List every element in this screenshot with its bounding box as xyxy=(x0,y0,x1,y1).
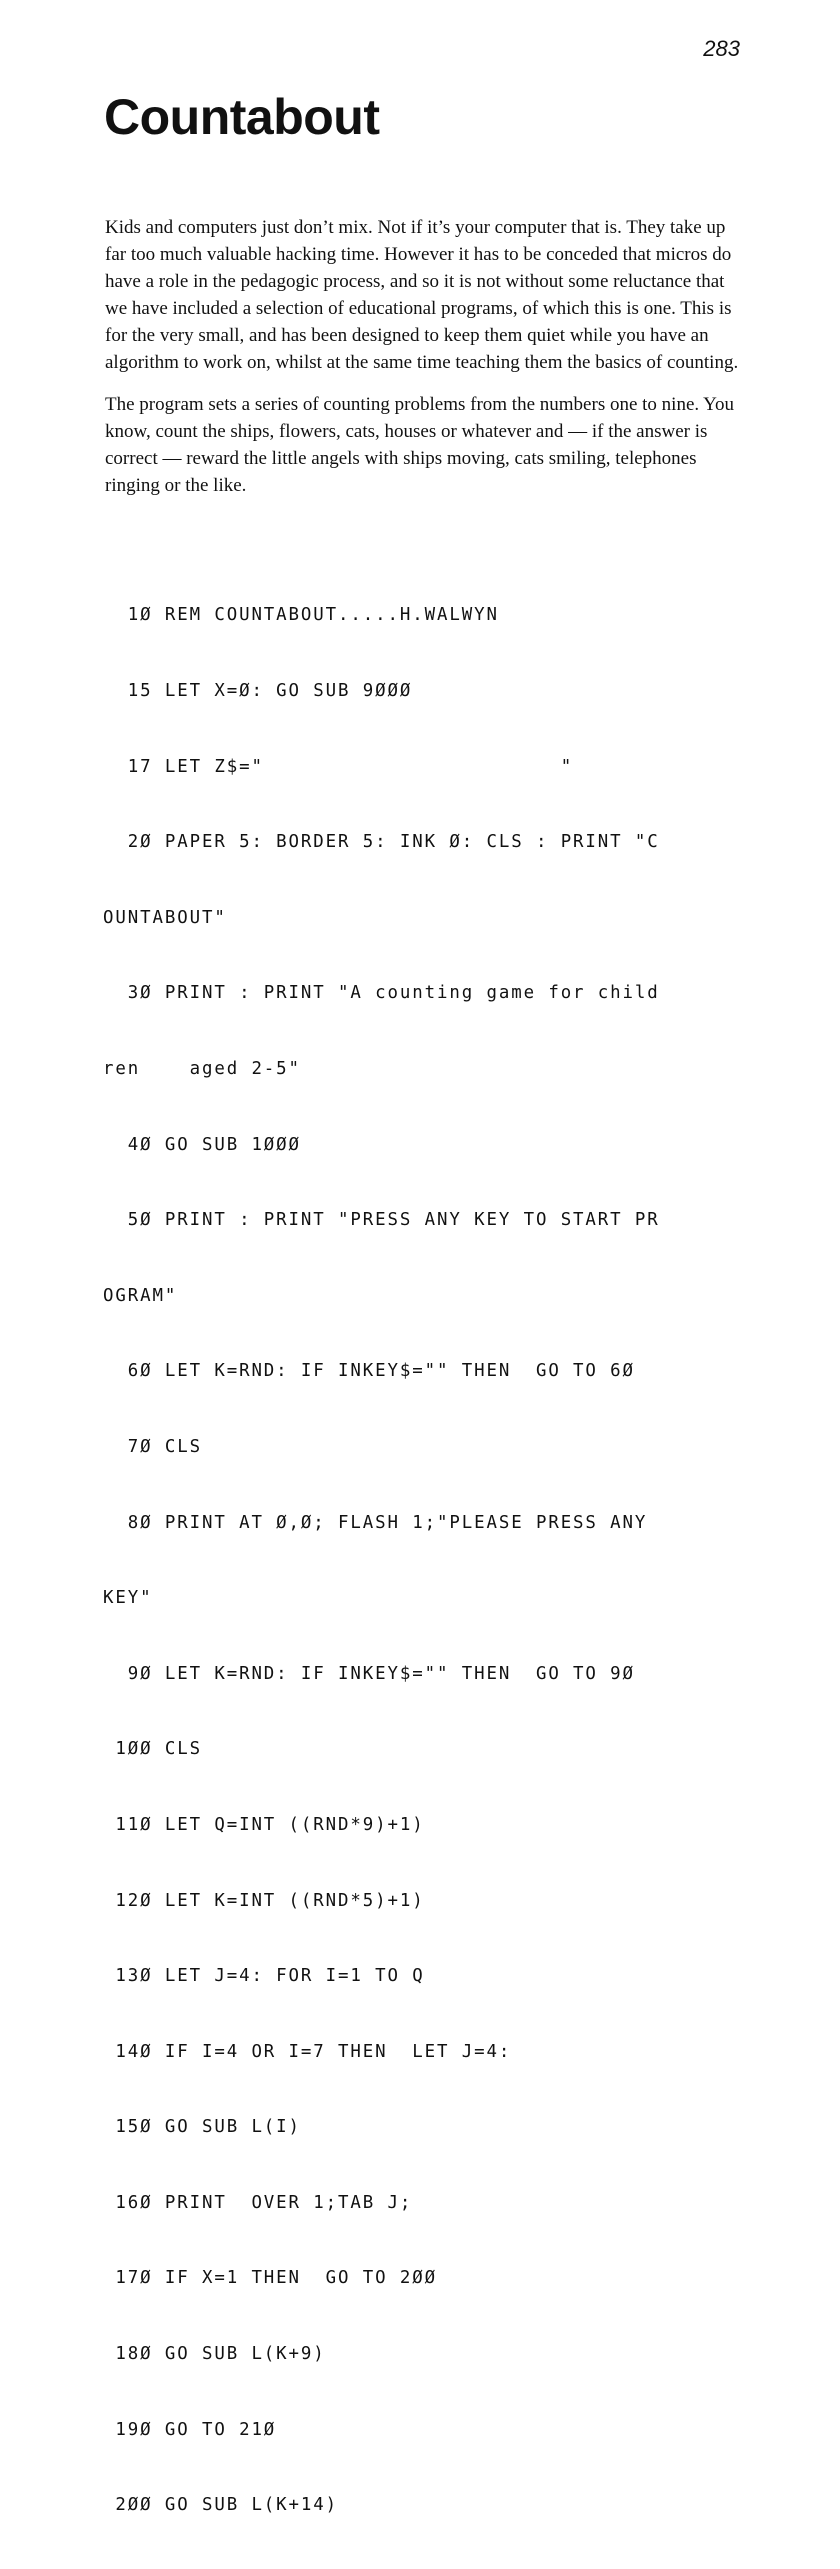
listing-line: 7Ø CLS xyxy=(103,1436,202,1457)
listing-line: ren aged 2-5" xyxy=(103,1058,301,1079)
listing-line: 4Ø GO SUB 1ØØØ xyxy=(103,1134,301,1155)
listing-line: 15 LET X=Ø: GO SUB 9ØØØ xyxy=(103,681,413,701)
listing-line: KEY" xyxy=(103,1588,153,1609)
listing-line: 17Ø IF X=1 THEN GO TO 2ØØ xyxy=(103,2268,437,2289)
listing-line: 19Ø GO TO 21Ø xyxy=(103,2419,277,2440)
listing-line: 9Ø LET K=RND: IF INKEY$="" THEN GO TO 9Ø xyxy=(103,1663,635,1684)
page-number: 283 xyxy=(703,36,740,61)
listing-line: 15Ø GO SUB L(I) xyxy=(103,2117,301,2138)
listing-line: 18Ø GO SUB L(K+9) xyxy=(103,2344,326,2365)
listing-line: OGRAM" xyxy=(103,1285,178,1306)
basic-program-listing xyxy=(103,553,763,2569)
listing-line: 16Ø PRINT OVER 1;TAB J; xyxy=(103,2192,413,2213)
chapter-title: Countabout xyxy=(104,89,380,145)
listing-line: 8Ø PRINT AT Ø,Ø; FLASH 1;"PLEASE PRESS ANY xyxy=(103,1512,648,1533)
listing-line: 17 LET Z$=" " xyxy=(103,756,574,777)
listing-line: 14Ø IF I=4 OR I=7 THEN LET J=4: xyxy=(103,2041,512,2062)
listing-line: 12Ø LET K=INT ((RND*5)+1) xyxy=(103,1890,425,1911)
listing-line: 1Ø REM COUNTABOUT.....H.WALWYN xyxy=(103,605,499,626)
listing-line: 11Ø LET Q=INT ((RND*9)+1) xyxy=(103,1814,425,1835)
listing-line: 5Ø PRINT : PRINT "PRESS ANY KEY TO START PR xyxy=(103,1210,660,1231)
listing-line: 3Ø PRINT : PRINT "A counting game for child xyxy=(103,983,660,1004)
listing-line: 2Ø PAPER 5: BORDER 5: INK Ø: CLS : PRINT "C xyxy=(103,832,660,853)
paragraph: Kids and computers just don’t mix. Not if it’s your computer that is. They take up far too much valuable hacking time. However it has to be conceded that micros do have a role in the pedagogic process, and so it is not without some reluctance that we have included a selection of educational programs, of which this is one. This is for the very small, and has been designed to keep them quiet while you have an algorithm to work on, whilst at the same time teaching them the basics of counting. xyxy=(105,217,739,373)
paragraph: The program sets a series of counting problems from the numbers one to nine. You know, count the ships, flowers, cats, houses or whatever and — if the answer is correct — reward the little angels with ships moving, cats smiling, telephones ringing or the like. xyxy=(105,394,734,496)
listing-line: OUNTABOUT" xyxy=(103,907,227,928)
listing-line: 13Ø LET J=4: FOR I=1 TO Q xyxy=(103,1966,425,1987)
listing-line: 1ØØ CLS xyxy=(103,1739,202,1760)
listing-line: 6Ø LET K=RND: IF INKEY$="" THEN GO TO 6Ø xyxy=(103,1361,635,1382)
listing-line: 2ØØ GO SUB L(K+14) xyxy=(103,2495,339,2516)
intro-text xyxy=(105,214,745,514)
